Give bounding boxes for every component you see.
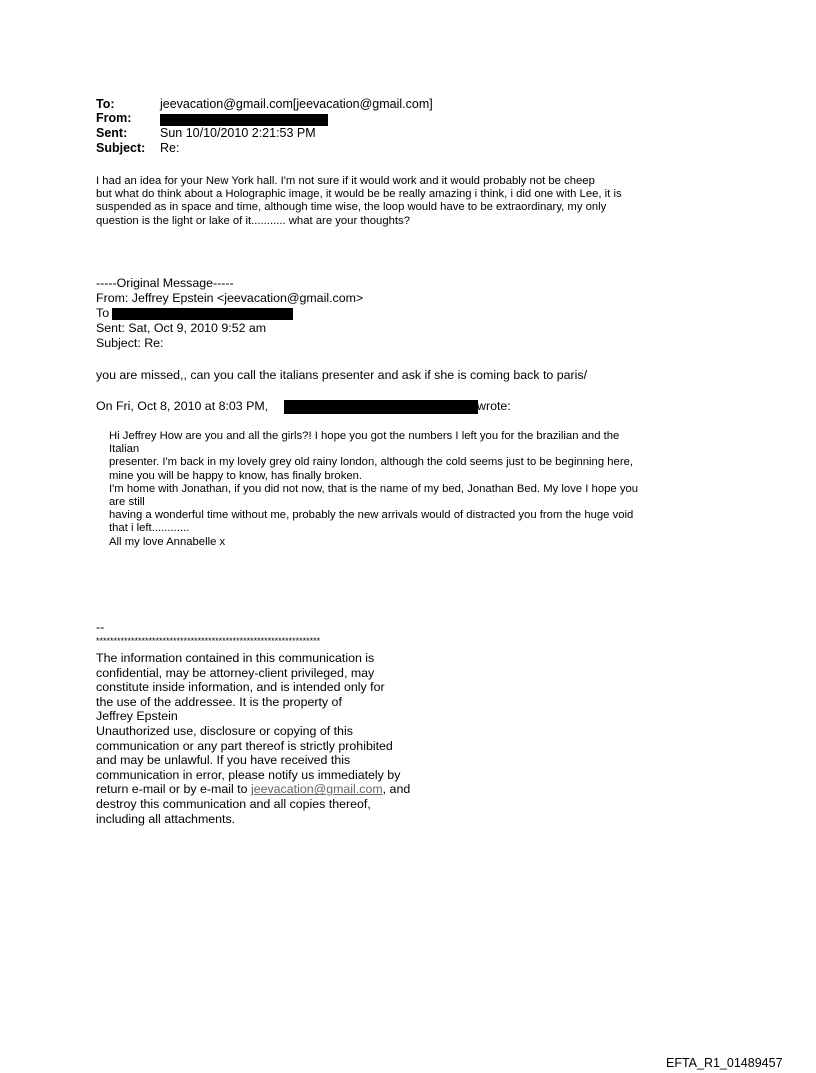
reply-line: I had an idea for your New York hall. I'm not sure if it would work and it would probably not be cheep [96,175,595,187]
quoted-line: are still [109,496,145,509]
disclaimer-line: confidential, may be attorney-client privileged, may [96,665,375,680]
reply-body [96,175,622,228]
quoted-line: that i left............ [109,522,190,535]
from-redaction [160,114,328,126]
return-prefix: return e-mail or by e-mail to [96,782,251,797]
original-separator: -----Original Message----- [96,276,234,290]
to-redaction [112,308,293,320]
disclaimer-line: the use of the addressee. It is the property of [96,694,342,709]
quote-sender-redaction [284,400,478,414]
quoted-line: I'm home with Jonathan, if you did not now, that is the name of my bed, Jonathan Bed. My love I hope you [109,482,639,495]
disclaimer-line: The information contained in this communication is [96,651,375,665]
quoted-line: Hi Jeffrey How are you and all the girls?! I hope you got the numbers I left you for the brazilian and the [109,430,620,442]
subject-row [96,141,179,155]
reply-line: suspended as in space and time, although time wise, the loop would have to be extraordinary, my only [96,201,607,214]
quoted-line: presenter. I'm back in my lovely grey old rainy london, although the cold seems just to be beginning here, [109,456,633,469]
to-row [96,97,433,111]
from-label: From: [96,111,132,125]
original-to: To [96,306,110,320]
disclaimer-line: destroy this communication and all copies thereof, [96,796,371,811]
from-row [96,111,160,125]
sent-row [96,126,316,140]
reply-line: but what do think about a Holographic image, it would be be really amazing i think, i did one with Lee, it is [96,188,622,201]
disclaimer-line: Jeffrey Epstein [96,709,178,724]
disclaimer-line: communication or any part thereof is strictly prohibited [96,738,393,753]
quoted-line: mine you will be happy to know, has finally broken. [109,469,363,482]
disclaimer-line: including all attachments. [96,811,236,826]
original-subject: Subject: Re: [96,336,164,350]
subject-label: Subject: [96,141,146,155]
disclaimer-line: and may be unlawful. If you have received this [96,753,351,768]
original-from: From: Jeffrey Epstein <jeevacation@gmail.com> [96,291,364,305]
original-message: you are missed,, can you call the italians presenter and ask if she is coming back to paris/ [96,368,588,382]
footer-dashes: -- [96,620,105,634]
quote-intro-prefix: On Fri, Oct 8, 2010 at 8:03 PM, [96,399,269,413]
disclaimer-return-line [96,782,410,797]
disclaimer-line: communication in error, please notify us immediately by [96,767,401,782]
sent-label: Sent: [96,126,128,140]
footer-stars: **************************************************************** [96,636,321,646]
disclaimer-line: constitute inside information, and is intended only for [96,680,385,695]
to-label: To: [96,97,115,111]
sent-value: Sun 10/10/2010 2:21:53 PM [160,126,316,140]
document-id: EFTA_R1_01489457 [666,1056,783,1070]
quoted-body [109,430,638,549]
to-value: jeevacation@gmail.com[jeevacation@gmail.com] [160,97,433,111]
disclaimer-line: Unauthorized use, disclosure or copying of this [96,723,353,738]
quoted-line: having a wonderful time without me, probably the new arrivals would of distracted you from the huge void [109,509,634,522]
quoted-line: Italian [109,443,140,456]
reply-line: question is the light or lake of it........... what are your thoughts? [96,214,410,227]
subject-value: Re: [160,141,180,155]
return-suffix: , and [382,782,411,797]
quoted-line: All my love Annabelle x [109,535,226,548]
disclaimer [96,651,410,826]
email-link[interactable]: jeevacation@gmail.com [250,782,383,797]
quote-intro-suffix: wrote: [477,399,511,413]
original-sent: Sent: Sat, Oct 9, 2010 9:52 am [96,321,267,335]
